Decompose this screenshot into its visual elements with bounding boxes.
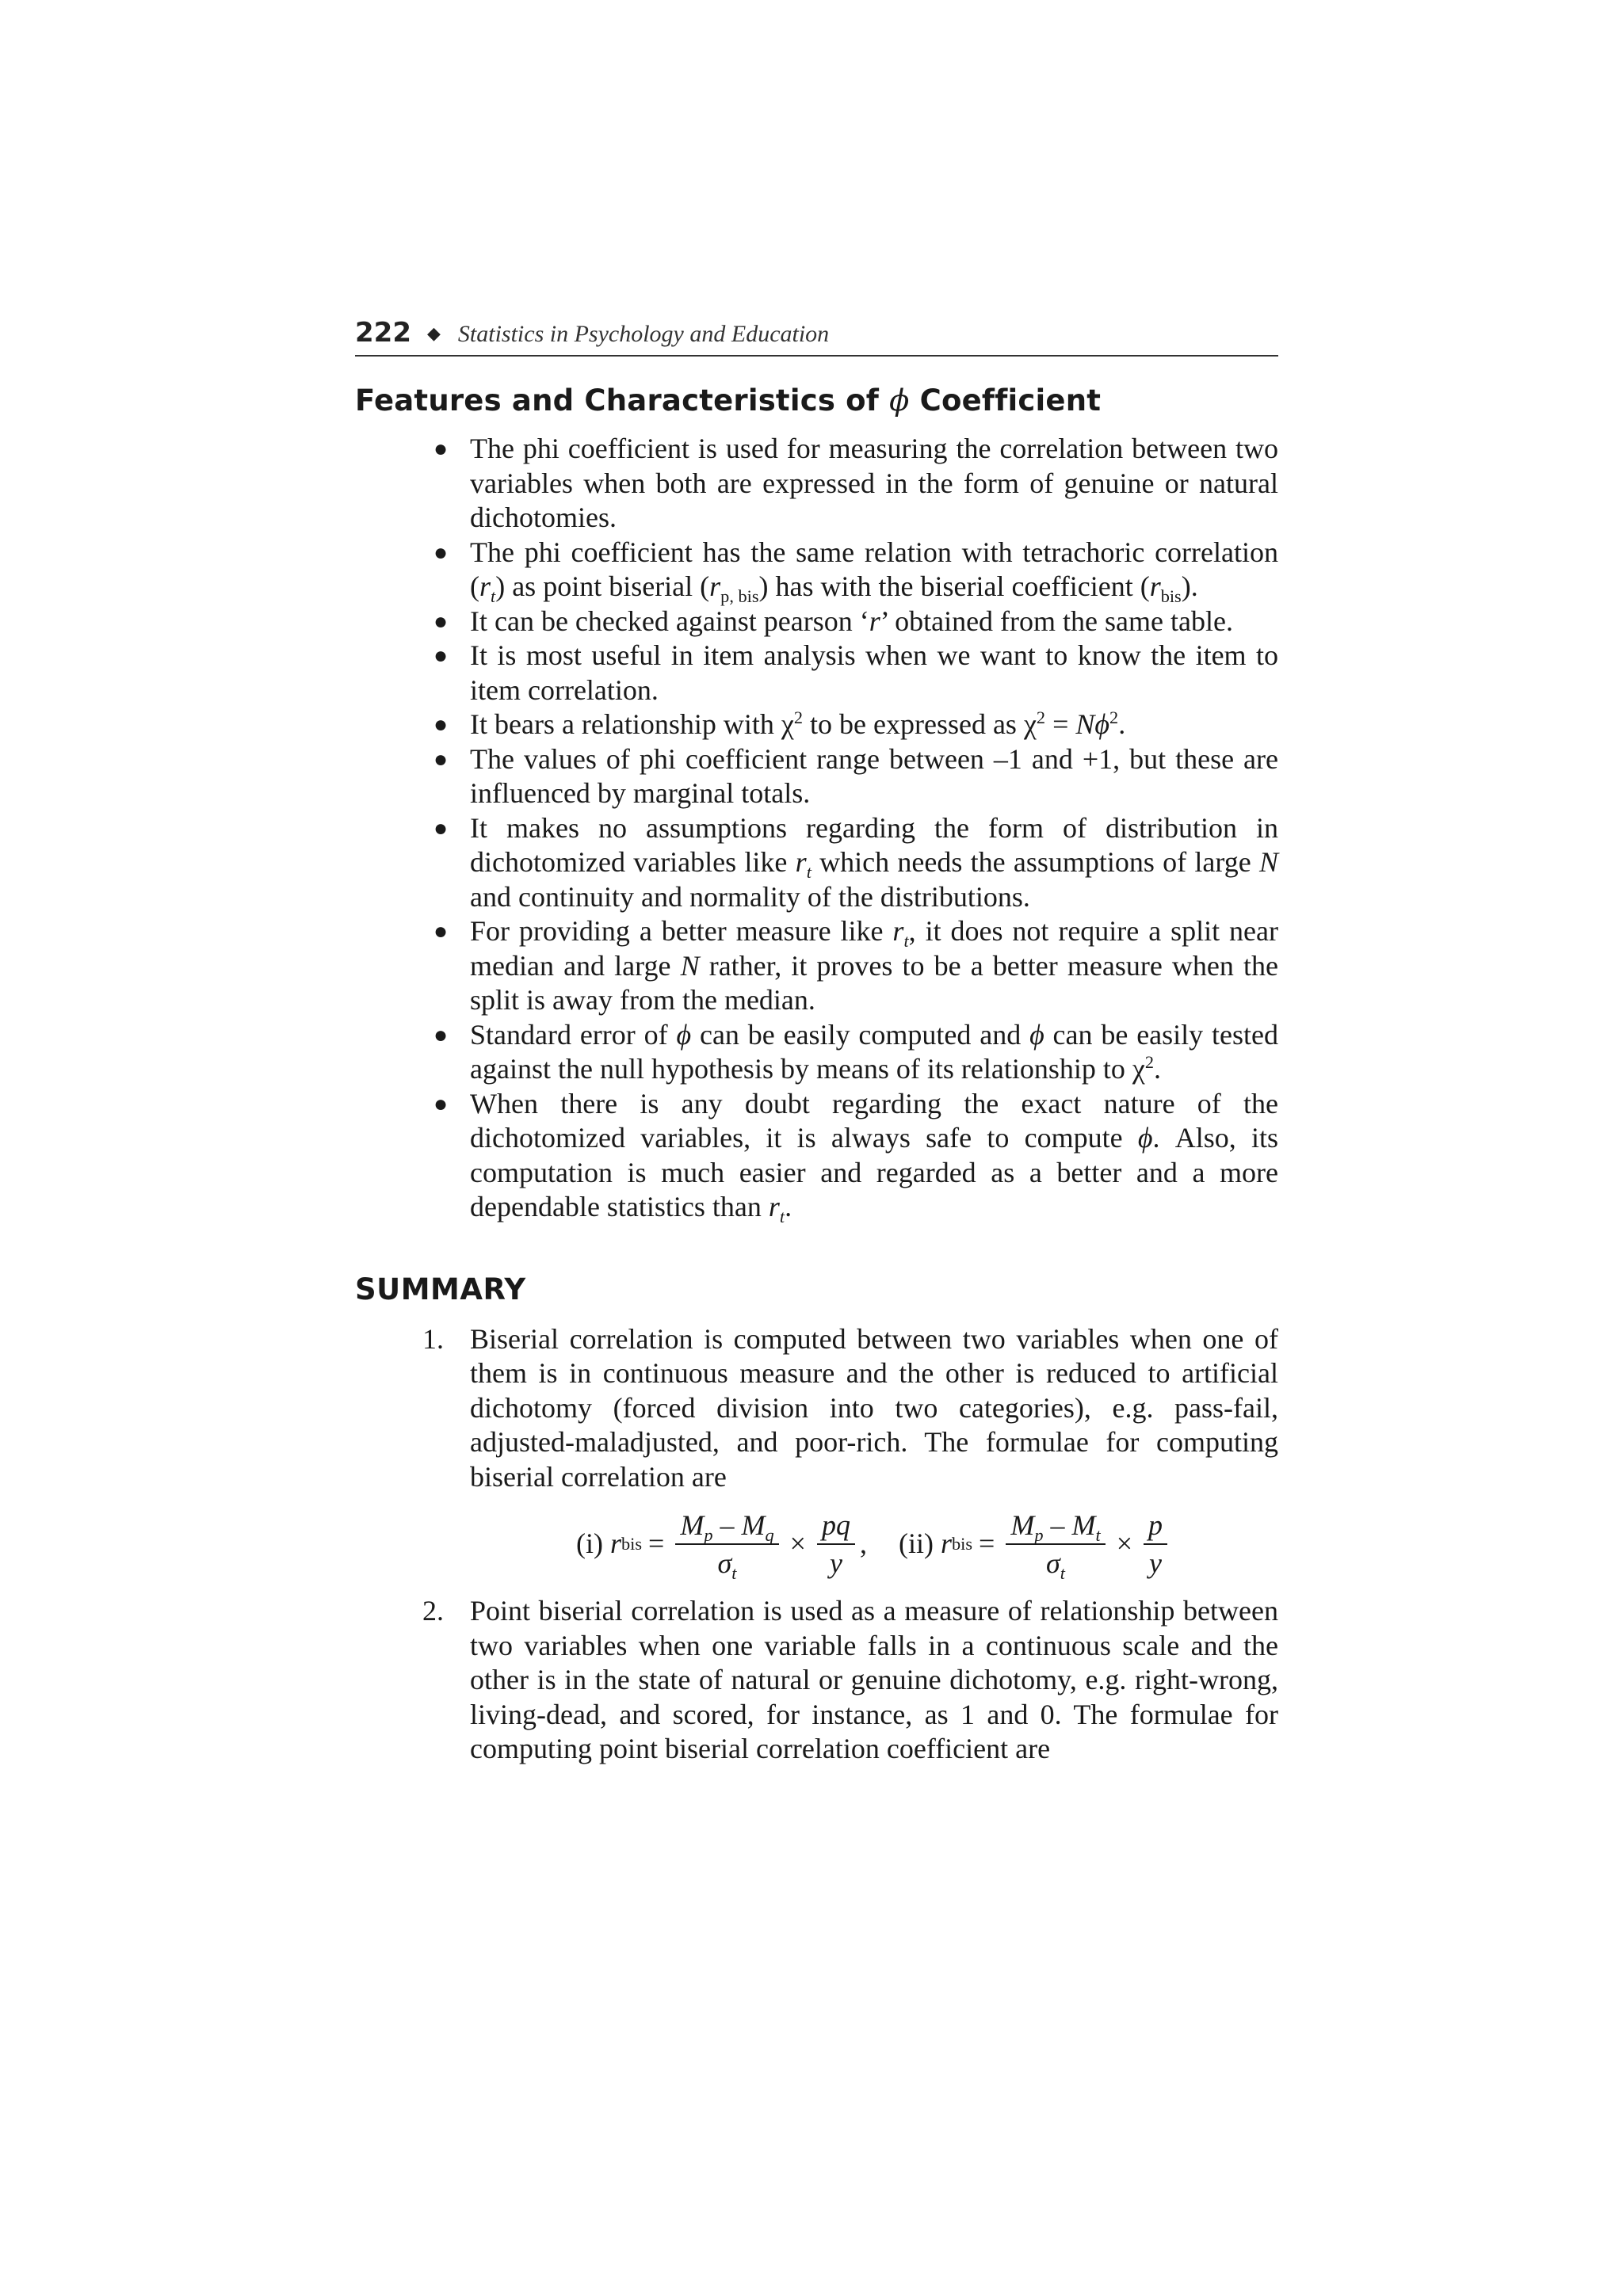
summary-item — [422, 1594, 1278, 1767]
running-header — [355, 317, 1278, 357]
bullet-icon: ● — [433, 539, 449, 566]
math-var: σ — [717, 1547, 732, 1579]
list-item — [433, 914, 1278, 1018]
math-var: r — [609, 1527, 621, 1560]
fraction-numerator — [675, 1510, 778, 1545]
math-sup: 2 — [1109, 707, 1119, 727]
fraction — [817, 1510, 855, 1578]
list-item-text: . Also, its computation is much easier and regarded as a better and a more dependable statistics than — [470, 1122, 1279, 1222]
list-item — [433, 605, 1278, 639]
section-heading — [355, 383, 1278, 418]
minus-sign: – — [1043, 1509, 1072, 1541]
fraction-denominator — [717, 1545, 737, 1584]
bullet-icon: ● — [433, 643, 449, 669]
bullet-icon: ● — [433, 1090, 449, 1117]
list-item-text: ’ obtained from the same table. — [880, 605, 1233, 637]
summary-item-number: 1. — [422, 1322, 444, 1355]
list-item — [433, 1087, 1279, 1227]
summary-item-text: Point biserial correlation is used as a measure of relationship between two variables when one variable falls in a continuous scale and the other is in the state of natural or genuine dichotomy, e.g. right-wrong, living-dead, and scored, for instance, as 1 and 0. The formulae for computing point biserial correlation coefficient are — [470, 1595, 1278, 1764]
math-var: ϕ — [1137, 1122, 1153, 1154]
math-var: r — [768, 1191, 780, 1222]
bullet-icon: ● — [433, 746, 449, 772]
formula-label: (i) — [575, 1527, 603, 1560]
list-item-text: When there is any doubt regarding the exact nature of the dichotomized variables, it is always safe to compute — [470, 1087, 1278, 1154]
fraction-denominator — [1046, 1545, 1065, 1584]
comma: , — [859, 1527, 867, 1560]
section-heading-symbol: ϕ — [889, 383, 910, 418]
math-var: r — [892, 915, 904, 947]
list-item-text: It can be checked against pearson ‘ — [470, 605, 869, 637]
summary-list — [355, 1322, 1278, 1767]
math-var: r — [709, 570, 721, 602]
times-sign: × — [1116, 1527, 1132, 1560]
list-item-text: . — [785, 1191, 792, 1222]
math-sub: t — [491, 586, 496, 607]
equals-sign: = — [648, 1527, 665, 1560]
summary-item-text: Biserial correlation is computed between two variables when one of them is in continuous measure and the other is reduced to artificial dichotomy (forced division into two categories), e.g. pass-fail, adjusted-maladjusted, and poor-rich. The formulae for computing biserial correlation are — [470, 1322, 1278, 1493]
math-sub: p — [704, 1525, 713, 1546]
math-sub: t — [1095, 1525, 1101, 1546]
math-var: N — [680, 949, 700, 982]
list-item-text: It is most useful in item analysis when we want to know the item to item correlation. — [470, 639, 1278, 706]
list-item-text: It bears a relationship with χ — [470, 708, 794, 740]
diamond-separator-icon: ◆ — [426, 323, 441, 343]
formula-label: (ii) — [898, 1527, 934, 1560]
list-item-text: to be expressed as χ — [803, 708, 1037, 740]
math-sub: q — [765, 1525, 774, 1546]
list-item-text: rather, it proves to be a better measure when the split is away from the median. — [470, 949, 1278, 1016]
list-item-text: ) has with the biserial coefficient ( — [758, 570, 1150, 602]
equals-sign: = — [979, 1527, 995, 1560]
fraction — [1144, 1510, 1167, 1578]
times-sign: × — [789, 1527, 806, 1560]
list-item-text: . — [1118, 708, 1126, 740]
list-item — [433, 432, 1278, 536]
list-item — [433, 742, 1278, 811]
math-var: M — [680, 1509, 705, 1541]
bullet-icon: ● — [433, 1021, 449, 1048]
fraction — [675, 1509, 778, 1584]
section-heading-prefix: Features and Characteristics of — [355, 383, 890, 418]
fraction-denominator: y — [829, 1547, 842, 1579]
list-item — [433, 1018, 1278, 1087]
list-item — [433, 639, 1278, 707]
fraction-numerator — [1006, 1510, 1105, 1545]
list-item-text: , it does not require a split near median and large — [470, 915, 1278, 982]
list-item-text: The values of phi coefficient range between –1 and +1, but these are influenced by marginal totals. — [470, 742, 1278, 809]
minus-sign: – — [712, 1509, 742, 1541]
book-page — [355, 317, 1278, 1767]
math-var: M — [741, 1509, 766, 1541]
math-sup: 2 — [1036, 707, 1046, 727]
math-var: ϕ — [1029, 1018, 1044, 1051]
math-sub: t — [1060, 1563, 1065, 1584]
math-var: r — [940, 1527, 952, 1560]
math-sub: t — [731, 1563, 737, 1584]
math-sub: p — [1034, 1525, 1044, 1546]
math-sub: t — [779, 1207, 785, 1227]
list-item-text: = — [1045, 708, 1076, 740]
book-title: Statistics in Psychology and Education — [457, 321, 830, 347]
math-sub: t — [903, 931, 909, 952]
summary-item — [422, 1322, 1278, 1589]
features-list — [355, 432, 1278, 1225]
fraction — [1006, 1509, 1105, 1584]
math-var: ϕ — [676, 1018, 692, 1051]
bullet-icon: ● — [433, 711, 449, 738]
math-sub: bis — [1160, 586, 1182, 607]
list-item-text: The phi coefficient is used for measuring the correlation between two variables when both are expressed in the form of genuine or natural dichotomies. — [470, 433, 1278, 533]
list-item-text: ). — [1181, 570, 1198, 602]
list-item-text: ) as point biserial ( — [495, 570, 710, 602]
math-var: r — [795, 846, 807, 878]
list-item-text: For providing a better measure like — [470, 915, 893, 947]
bullet-icon: ● — [433, 814, 449, 841]
math-var: N — [1258, 846, 1278, 878]
list-item-text: can be easily tested against the null hypothesis by means of its relationship to χ — [470, 1018, 1278, 1085]
list-item-text: . — [1154, 1053, 1162, 1085]
math-var: r — [479, 570, 491, 602]
list-item-text: The phi coefficient has the same relation with tetrachoric correlation ( — [470, 536, 1278, 602]
bullet-icon: ● — [433, 436, 449, 462]
biserial-formulas: (i) r bis = $\frac{M_p - M_q}{\sigma_t}$ × $\frac{pq}{y}$ , (ii) r bis = $\frac{M_p - M_t}{\sigma_t}$ × $\frac{p}{y}$ — [470, 1501, 1278, 1588]
list-item-text: and continuity and normality of the distributions. — [470, 880, 1030, 913]
fraction-numerator: pq — [817, 1510, 855, 1545]
page-number: 222 — [355, 317, 411, 349]
math-sup: 2 — [793, 707, 804, 727]
bullet-icon: ● — [433, 918, 449, 944]
math-var: M — [1010, 1509, 1035, 1541]
list-item — [433, 536, 1278, 607]
list-item-text: Standard error of — [470, 1018, 677, 1051]
fraction-numerator: p — [1144, 1510, 1167, 1545]
bullet-icon: ● — [433, 608, 449, 635]
math-sub: p, bis — [720, 586, 759, 607]
section-heading-suffix: Coefficient — [909, 383, 1102, 418]
math-var: r — [869, 605, 880, 637]
fraction-denominator: y — [1149, 1547, 1162, 1579]
list-item-text: which needs the assumptions of large — [811, 846, 1259, 878]
math-var: r — [1149, 570, 1161, 602]
list-item — [433, 811, 1278, 915]
math-var: M — [1071, 1509, 1096, 1541]
math-sub: t — [806, 862, 812, 883]
list-item-text: It makes no assumptions regarding the form of distribution in dichotomized variables like — [470, 811, 1278, 878]
math-var: Nϕ — [1075, 708, 1110, 740]
list-item — [433, 707, 1278, 742]
summary-item-number: 2. — [422, 1595, 444, 1627]
math-var: σ — [1046, 1547, 1060, 1579]
summary-heading: SUMMARY — [355, 1272, 526, 1306]
list-item-text: can be easily computed and — [691, 1018, 1030, 1051]
math-sup: 2 — [1144, 1052, 1155, 1072]
